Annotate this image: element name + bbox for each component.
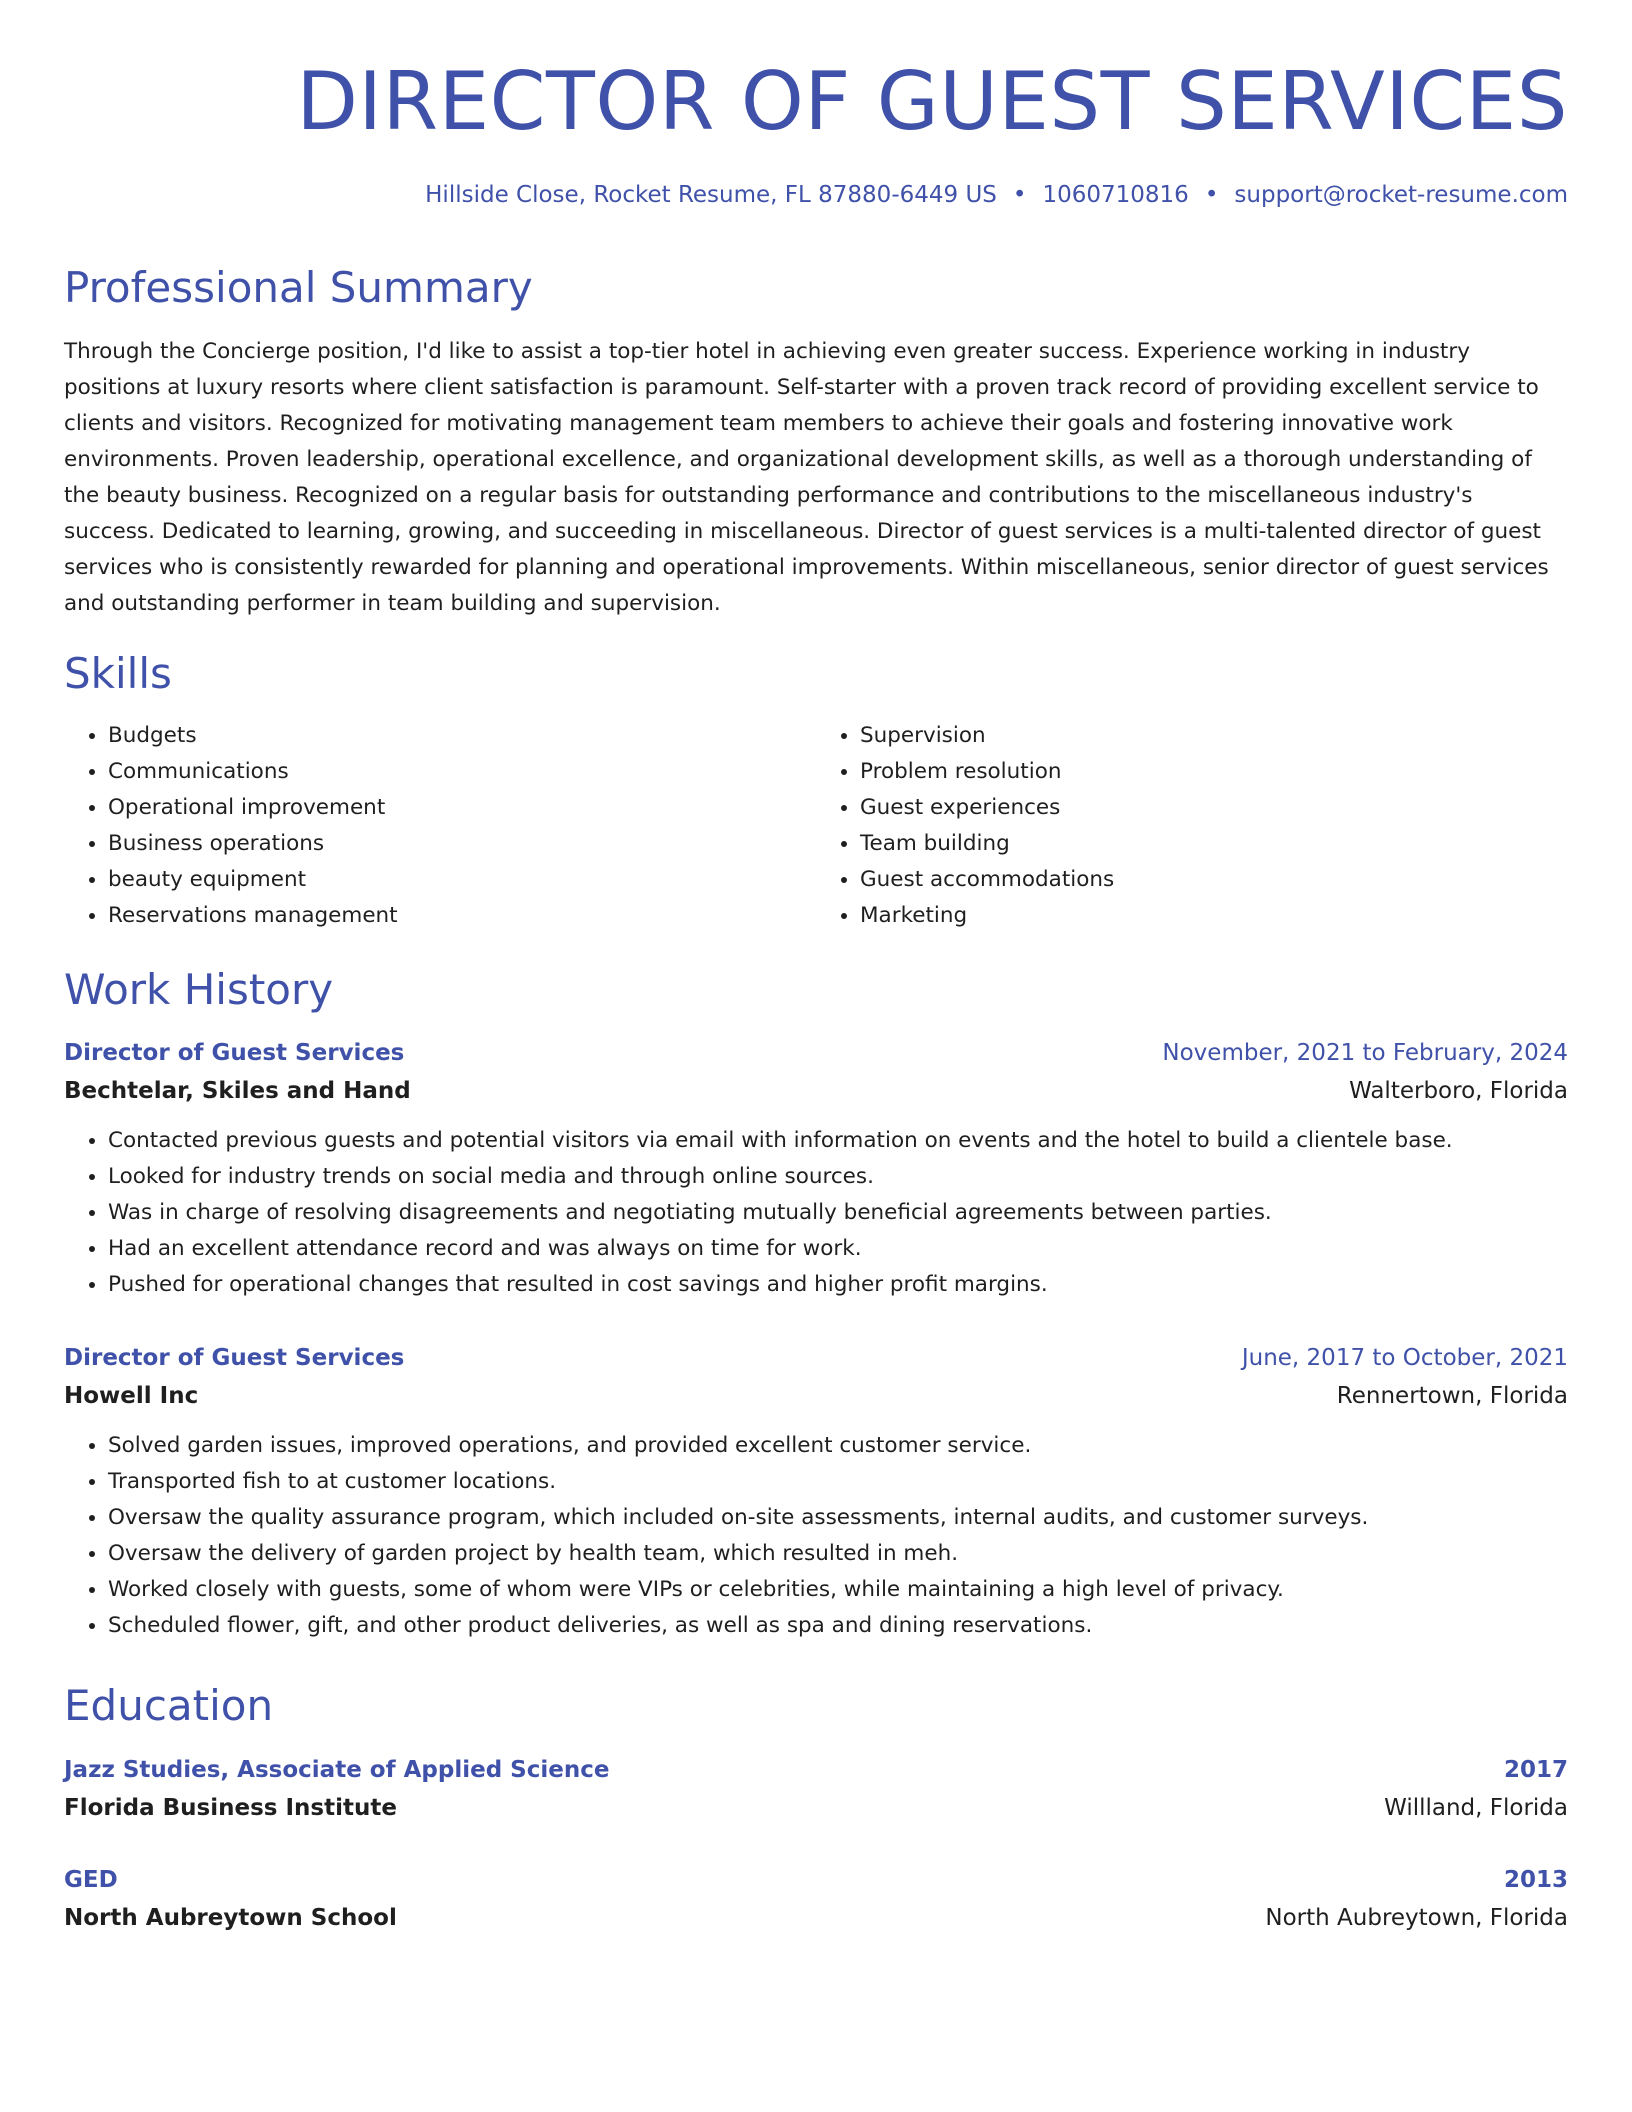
job-subheader xyxy=(64,1376,1568,1416)
skill-item: • Business operations xyxy=(108,826,816,862)
education-degree: GED xyxy=(64,1867,118,1893)
job-location: Rennertown, Florida xyxy=(1336,1383,1568,1409)
job-bullet: • Contacted previous guests and potential visitors via email with information on events and the hotel to build a clientele base. xyxy=(108,1123,1568,1159)
job-company: Bechtelar, Skiles and Hand xyxy=(64,1078,411,1104)
job-company: Howell Inc xyxy=(64,1383,199,1409)
job-role: Director of Guest Services xyxy=(64,1040,405,1066)
education-year: 2013 xyxy=(1503,1867,1568,1893)
job-dates: June, 2017 to October, 2021 xyxy=(1241,1345,1568,1371)
job-subheader xyxy=(64,1071,1568,1111)
education-location: Willland, Florida xyxy=(1384,1795,1568,1821)
skill-item: • Budgets xyxy=(108,718,816,754)
job-header xyxy=(64,1340,1568,1376)
skill-item: • Guest accommodations xyxy=(860,862,1568,898)
contact-address: Hillside Close, Rocket Resume, FL 87880-6449 US xyxy=(425,182,997,208)
job-bullets xyxy=(64,1428,1568,1644)
contact-email[interactable]: support@rocket-resume.com xyxy=(1234,182,1568,208)
job-bullet: • Solved garden issues, improved operations, and provided excellent customer service. xyxy=(108,1428,1568,1464)
skill-item: • Problem resolution xyxy=(860,754,1568,790)
skills-column-left xyxy=(64,718,816,934)
skill-item: • Reservations management xyxy=(108,898,816,934)
education-header xyxy=(64,1752,1568,1788)
resume-title: DIRECTOR OF GUEST SERVICES xyxy=(296,55,1568,148)
education-location: North Aubreytown, Florida xyxy=(1265,1905,1568,1931)
contact-separator: • xyxy=(1012,182,1027,208)
skill-item: • beauty equipment xyxy=(108,862,816,898)
education-degree: Jazz Studies, Associate of Applied Science xyxy=(64,1757,610,1783)
skill-item: • Communications xyxy=(108,754,816,790)
skill-item: • Marketing xyxy=(860,898,1568,934)
job-bullets xyxy=(64,1123,1568,1303)
job-bullet: • Looked for industry trends on social media and through online sources. xyxy=(108,1159,1568,1195)
job-entry xyxy=(64,1035,1568,1303)
job-bullet: • Oversaw the quality assurance program, which included on-site assessments, internal audits, and customer surveys. xyxy=(108,1500,1568,1536)
job-header xyxy=(64,1035,1568,1071)
education-header xyxy=(64,1862,1568,1898)
education-entry xyxy=(64,1862,1568,1938)
skills-column-right xyxy=(816,718,1568,934)
education-heading: Education xyxy=(64,1681,274,1730)
job-bullet: • Was in charge of resolving disagreements and negotiating mutually beneficial agreements between parties. xyxy=(108,1195,1568,1231)
job-entry xyxy=(64,1340,1568,1644)
skill-item: • Guest experiences xyxy=(860,790,1568,826)
contact-separator: • xyxy=(1204,182,1219,208)
job-bullet: • Had an excellent attendance record and was always on time for work. xyxy=(108,1231,1568,1267)
job-location: Walterboro, Florida xyxy=(1349,1078,1568,1104)
job-dates: November, 2021 to February, 2024 xyxy=(1162,1040,1568,1066)
job-bullet: • Worked closely with guests, some of whom were VIPs or celebrities, while maintaining a high level of privacy. xyxy=(108,1572,1568,1608)
skill-item: • Team building xyxy=(860,826,1568,862)
education-school: North Aubreytown School xyxy=(64,1905,397,1931)
contact-line xyxy=(425,180,1568,210)
work-history-heading: Work History xyxy=(64,965,334,1014)
job-bullet: • Scheduled flower, gift, and other product deliveries, as well as spa and dining reservations. xyxy=(108,1608,1568,1644)
education-subheader xyxy=(64,1898,1568,1938)
job-bullet: • Oversaw the delivery of garden project by health team, which resulted in meh. xyxy=(108,1536,1568,1572)
skills-list xyxy=(64,718,1568,934)
summary-heading: Professional Summary xyxy=(64,263,533,312)
education-school: Florida Business Institute xyxy=(64,1795,397,1821)
contact-phone: 1060710816 xyxy=(1042,182,1189,208)
education-subheader xyxy=(64,1788,1568,1828)
skill-item: • Operational improvement xyxy=(108,790,816,826)
job-role: Director of Guest Services xyxy=(64,1345,405,1371)
summary-text: Through the Concierge position, I'd like to assist a top-tier hotel in achieving even greater success. Experience working in industry positions at luxury resorts where client satisfaction is paramount. Self-starter with a proven track record of providing excellent service to clients and visitors. Recognized for motivating management team members to achieve their goals and fostering innovative work environments. Proven leadership, operational excellence, and organizational development skills, as well as a thorough understanding of the beauty business. Recognized on a regular basis for outstanding performance and contributions to the miscellaneous industry's success. Dedicated to learning, growing, and succeeding in miscellaneous. Director of guest services is a multi-talented director of guest services who is consistently rewarded for planning and operational improvements. Within miscellaneous, senior director of guest services and outstanding performer in team building and supervision. xyxy=(64,339,1549,616)
education-entry xyxy=(64,1752,1568,1828)
job-bullet: • Pushed for operational changes that resulted in cost savings and higher profit margins. xyxy=(108,1267,1568,1303)
education-year: 2017 xyxy=(1503,1757,1568,1783)
job-bullet: • Transported fish to at customer locations. xyxy=(108,1464,1568,1500)
skills-heading: Skills xyxy=(64,649,172,698)
skill-item: • Supervision xyxy=(860,718,1568,754)
